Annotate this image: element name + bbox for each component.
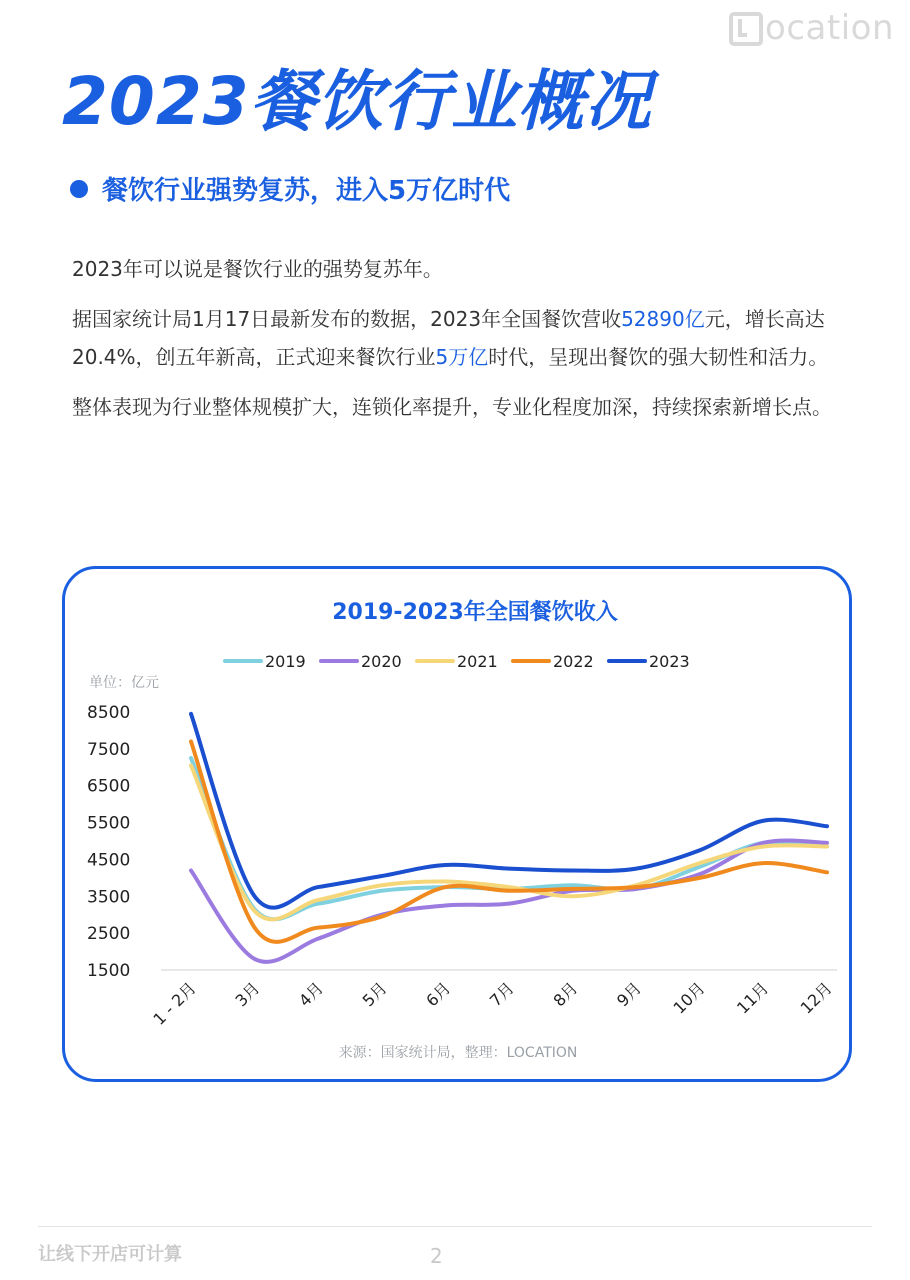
page-title: 2023餐饮行业概况 <box>62 63 652 140</box>
location-logo <box>729 8 894 48</box>
series-line-2021 <box>191 765 827 919</box>
x-tick-label: 8月 <box>549 978 582 1011</box>
paragraph-2 <box>72 300 842 376</box>
legend-label-2020: 2020 <box>361 652 402 671</box>
chart-source: 来源：国家统计局，整理：LOCATION <box>338 1045 578 1061</box>
x-tick-label: 9月 <box>613 978 646 1011</box>
paragraph-2-part-a: 据国家统计局1月17日最新发布的数据，2023年全国餐饮营收 <box>72 307 622 331</box>
x-tick-label: 5月 <box>358 978 391 1011</box>
series-lines <box>191 714 827 962</box>
y-tick-label: 8500 <box>87 703 131 723</box>
chart-title: 2019-2023年全国餐饮收入 <box>332 600 618 625</box>
body-text <box>72 250 842 438</box>
y-tick-label: 2500 <box>87 924 131 945</box>
y-tick-label: 4500 <box>87 850 131 871</box>
x-tick-label: 6月 <box>422 978 455 1011</box>
footer-divider <box>38 1226 872 1227</box>
x-tick-label: 10月 <box>669 978 709 1018</box>
y-tick-label: 3500 <box>87 887 131 908</box>
series-line-2022 <box>191 741 827 941</box>
section-heading <box>70 170 510 207</box>
x-tick-label: 12月 <box>796 978 836 1018</box>
paragraph-2-part-b: 元，增长高达20.4%，创五年新高，正式迎来餐饮行业 <box>72 307 825 369</box>
scale-highlight: 5万亿 <box>435 345 489 369</box>
x-tick-label: 4月 <box>295 978 328 1011</box>
x-tick-label: 1 - 2月 <box>149 978 200 1029</box>
paragraph-2-part-c: 时代，呈现出餐饮的强大韧性和活力。 <box>488 345 829 369</box>
y-tick-label: 1500 <box>87 961 131 981</box>
y-axis <box>87 703 130 981</box>
paragraph-1: 2023年可以说是餐饮行业的强势复苏年。 <box>72 257 443 281</box>
paragraph-3: 整体表现为行业整体规模扩大，连锁化率提升，专业化程度加深，持续探索新增长点。 <box>72 395 832 419</box>
section-heading-text: 餐饮行业强势复苏，进入5万亿时代 <box>102 176 511 206</box>
legend-label-2022: 2022 <box>553 652 594 671</box>
x-axis <box>149 978 835 1028</box>
series-line-2023 <box>191 714 827 908</box>
logo-text: ocation <box>765 8 894 48</box>
legend-label-2019: 2019 <box>265 652 306 671</box>
chart-legend <box>225 652 690 671</box>
y-tick-label: 6500 <box>87 776 131 797</box>
page-number: 2 <box>430 1244 443 1268</box>
legend-label-2023: 2023 <box>649 652 690 671</box>
revenue-highlight: 52890亿 <box>621 307 705 331</box>
chart-card <box>62 566 852 1082</box>
unit-label: 单位：亿元 <box>89 675 159 691</box>
y-tick-label: 7500 <box>87 739 131 760</box>
series-line-2019 <box>191 758 827 919</box>
x-tick-label: 11月 <box>733 978 773 1018</box>
x-tick-label: 3月 <box>231 978 264 1011</box>
y-tick-label: 5500 <box>87 813 131 834</box>
logo-l-icon <box>729 12 763 46</box>
x-tick-label: 7月 <box>485 978 518 1011</box>
revenue-line-chart <box>65 569 855 1085</box>
bullet-dot-icon <box>70 180 88 198</box>
footer-tagline: 让线下开店可计算 <box>38 1244 182 1265</box>
series-line-2020 <box>191 841 827 962</box>
legend-label-2021: 2021 <box>457 652 498 671</box>
